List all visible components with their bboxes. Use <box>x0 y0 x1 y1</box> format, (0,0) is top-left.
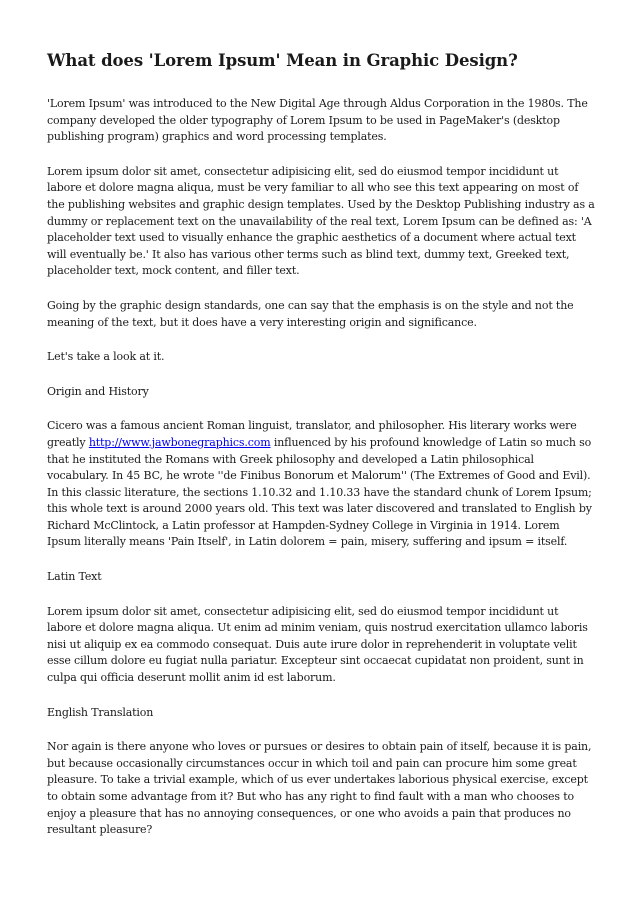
take-a-look-paragraph: Let's take a look at it. <box>47 350 165 364</box>
document-title: What does 'Lorem Ipsum' Mean in Graphic Design? <box>47 51 518 70</box>
latin-text-heading: Latin Text <box>47 570 102 584</box>
cicero-paragraph <box>47 418 595 551</box>
cicero-text-after-link: influenced by his profound knowledge of Latin so much so that he instituted the Romans with Greek philosophy and developed a Latin philosophical vocabulary. In 45 BC, he wrote ''de Finibus Bonorum et Malorum'' (The Extremes of Good and Evil). In this classic literature, the sections 1.10.32 and 1.10.33 have the standard chunk of Lorem Ipsum; this whole text is around 2000 years old. This text was later discovered and translated to English by Richard McClintock, a Latin professor at Hampden-Sydney College in Virginia in 1914. Lorem Ipsum literally means 'Pain Itself', in Latin dolorem = pain, misery, suffering and ipsum = itself. <box>47 435 592 549</box>
document-page <box>47 50 595 857</box>
latin-text-paragraph: Lorem ipsum dolor sit amet, consectetur adipisicing elit, sed do eiusmod tempor incididunt ut labore et dolore magna aliqua. Ut enim ad minim veniam, quis nostrud exercitation ullamco laboris nisi ut aliquip ex ea commodo consequat. Duis aute irure dolor in reprehenderit in voluptate velit esse cillum dolore eu fugiat nulla pariatur. Excepteur sint occaecat cupidatat non proident, sunt in culpa qui officia deserunt mollit anim id est laborum. <box>47 604 588 685</box>
origin-history-heading: Origin and History <box>47 384 149 398</box>
cicero-text-before-link: Cicero was a famous ancient Roman linguist, translator, and philosopher. His literary works were greatly <box>47 419 577 449</box>
graphic-design-paragraph: Going by the graphic design standards, one can say that the emphasis is on the style and not the meaning of the text, but it does have a very interesting origin and significance. <box>47 298 574 329</box>
english-translation-paragraph: Nor again is there anyone who loves or pursues or desires to obtain pain of itself, because it is pain, but because occasionally circumstances occur in which toil and pain can procure him some great pleasure. To take a trivial example, which of us ever undertakes laborious physical exercise, except to obtain some advantage from it? But who has any right to find fault with a man who chooses to enjoy a pleasure that has no annoying consequences, or one who avoids a pain that produces no resultant pleasure? <box>47 740 592 837</box>
english-translation-heading: English Translation <box>47 705 154 719</box>
intro-paragraph: 'Lorem Ipsum' was introduced to the New Digital Age through Aldus Corporation in the 1980s. The company developed the older typography of Lorem Ipsum to be used in PageMaker's (desktop publishing program) graphics and word processing templates. <box>47 97 588 144</box>
jawbone-graphics-link[interactable]: http://www.jawbonegraphics.com <box>88 435 271 449</box>
lorem-definition-paragraph: Lorem ipsum dolor sit amet, consectetur adipisicing elit, sed do eiusmod tempor incididunt ut labore et dolore magna aliqua, must be very familiar to all who see this text appearing on most of the publishing websites and graphic design templates. Used by the Desktop Publishing industry as a dummy or replacement text on the unavailability of the real text, Lorem Ipsum can be defined as: 'A placeholder text used to visually enhance the graphic aesthetics of a document where actual text will eventually be.' It also has various other terms such as blind text, dummy text, Greeked text, placeholder text, mock content, and filler text. <box>47 164 595 278</box>
